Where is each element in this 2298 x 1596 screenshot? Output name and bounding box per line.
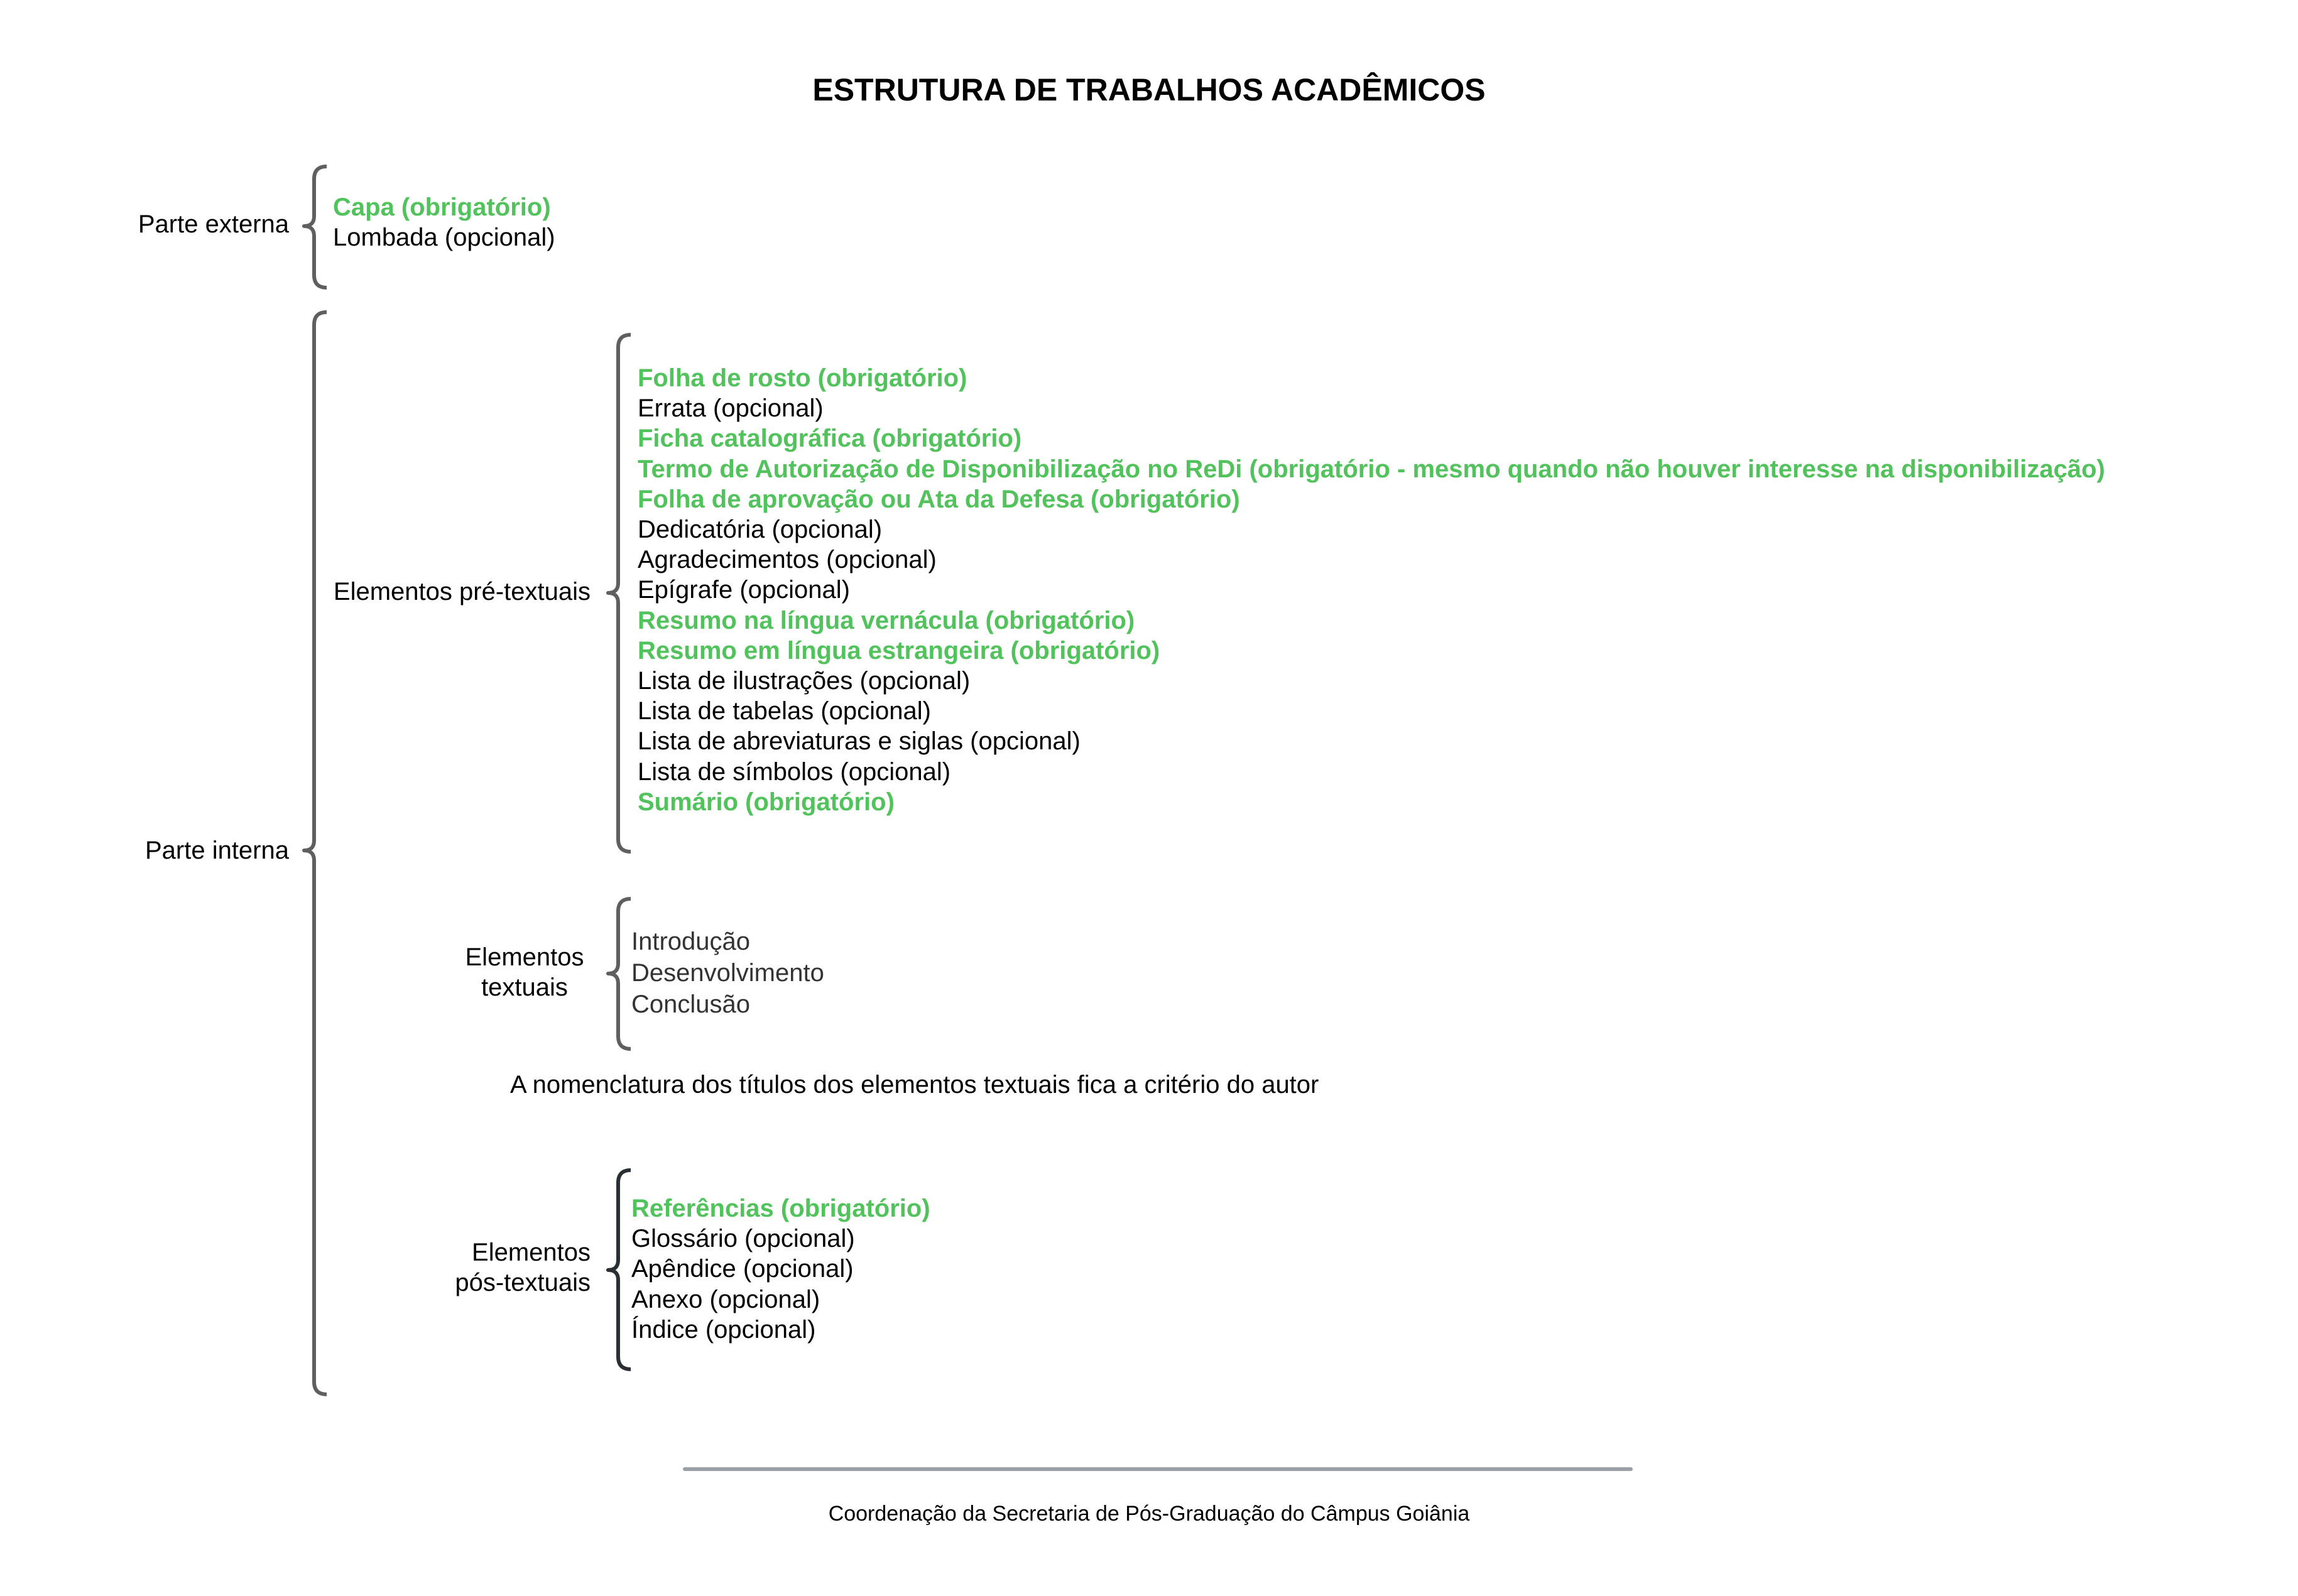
list-item-glossario: Glossário (opcional) [631,1225,855,1253]
textuais-note: A nomenclatura dos títulos dos elementos textuais fica a critério do autor [510,1071,1319,1099]
list-item-ficha-catalografica: Ficha catalográfica (obrigatório) [638,425,1022,453]
list-item-errata: Errata (opcional) [638,394,824,423]
pos-textuais-label [402,1237,591,1298]
list-item-indice: Índice (opcional) [631,1315,816,1344]
list-item-folha-aprovacao: Folha de aprovação ou Ata da Defesa (obrigatório) [638,485,1240,513]
pre-textuais-list [638,363,2105,817]
list-item-referencias: Referências (obrigatório) [631,1195,930,1222]
parte-externa-label: Parte externa [138,210,289,238]
list-item-introducao: Introdução [631,928,751,955]
pos-textuais-label-line2: pós-textuais [455,1269,591,1296]
list-item-folha-de-rosto: Folha de rosto (obrigatório) [638,364,967,392]
list-item-agradecimentos: Agradecimentos (opcional) [638,546,937,574]
list-item-desenvolvimento: Desenvolvimento [631,959,824,987]
list-item-capa: Capa (obrigatório) [333,193,551,221]
list-item-lista-simbolos: Lista de símbolos (opcional) [638,757,951,786]
list-item-termo-autorizacao: Termo de Autorização de Disponibilização no ReDi (obrigatório - mesmo quando não houver interesse na disponibilização) [638,455,2105,483]
list-item-lombada: Lombada (opcional) [333,224,555,252]
list-item-sumario: Sumário (obrigatório) [638,788,895,816]
list-item-lista-tabelas: Lista de tabelas (opcional) [638,697,931,725]
parte-externa-list [333,192,555,252]
list-item-lista-ilustracoes: Lista de ilustrações (opcional) [638,667,971,695]
footer-text: Coordenação da Secretaria de Pós-Graduação do Câmpus Goiânia [828,1502,1470,1526]
list-item-resumo-estrangeira: Resumo em língua estrangeira (obrigatório) [638,636,1160,665]
footer-divider [683,1467,1633,1471]
list-item-anexo: Anexo (opcional) [631,1285,820,1313]
list-item-lista-abreviaturas: Lista de abreviaturas e siglas (opcional) [638,727,1081,756]
list-item-dedicatoria: Dedicatória (opcional) [638,516,883,544]
parte-interna-label: Parte interna [144,837,289,864]
textuais-label-line2: textuais [481,974,568,1001]
brace-parte-externa-icon [300,165,332,290]
textuais-list [631,926,824,1020]
brace-pre-textuais-icon [604,333,636,854]
textuais-label-line1: Elementos [465,943,584,971]
pre-textuais-label: Elementos pré-textuais [333,578,591,605]
pos-textuais-list [631,1193,930,1345]
page-title: ESTRUTURA DE TRABALHOS ACADÊMICOS [812,72,1486,107]
list-item-epigrafe: Epígrafe (opcional) [638,576,850,604]
pos-textuais-label-line1: Elementos [472,1239,591,1266]
list-item-conclusao: Conclusão [631,991,751,1018]
brace-parte-interna-icon [300,310,332,1397]
textuais-label [452,942,597,1002]
list-item-apendice: Apêndice (opcional) [631,1255,854,1283]
list-item-resumo-vernacula: Resumo na língua vernácula (obrigatório) [638,606,1135,634]
